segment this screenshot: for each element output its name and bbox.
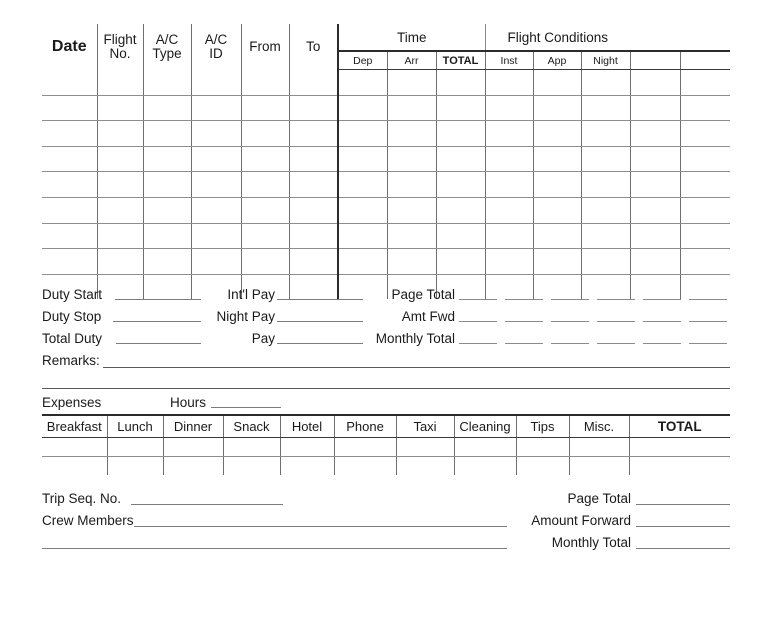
total-entry-blank[interactable] bbox=[597, 343, 635, 344]
flight-entry-cell[interactable] bbox=[680, 121, 730, 147]
expense-entry-cell[interactable] bbox=[334, 457, 396, 476]
subcol-header-arr-label: Arr bbox=[404, 54, 419, 67]
expense-entry-cell[interactable] bbox=[42, 457, 107, 476]
expense-col-header-label: Lunch bbox=[117, 419, 153, 434]
expenses-body bbox=[42, 438, 730, 476]
expenses-header-row bbox=[42, 415, 730, 438]
flight-entry-cell[interactable] bbox=[241, 70, 289, 96]
total-entry-blank[interactable] bbox=[643, 321, 681, 322]
flight-entry-cell[interactable] bbox=[680, 223, 730, 249]
trip-seq-no-input[interactable] bbox=[131, 504, 283, 505]
flight-entry-row[interactable] bbox=[42, 121, 730, 147]
flight-entry-cell[interactable] bbox=[630, 95, 680, 121]
flight-entry-row[interactable] bbox=[42, 70, 730, 96]
monthly-total-label: Monthly Total bbox=[375, 331, 455, 346]
total-entry-blank[interactable] bbox=[551, 321, 589, 322]
total-entry-blank[interactable] bbox=[459, 343, 497, 344]
subcol-header-app bbox=[533, 51, 581, 70]
flight-entry-cell[interactable] bbox=[191, 223, 241, 249]
flight-entry-cell[interactable] bbox=[680, 197, 730, 223]
flight-entry-cell[interactable] bbox=[533, 172, 581, 198]
expense-entry-row[interactable] bbox=[42, 438, 730, 457]
expense-entry-row[interactable] bbox=[42, 457, 730, 476]
col-header-flight-no-line1: Flight bbox=[103, 31, 137, 47]
footer-amount-forward-label: Amount Forward bbox=[531, 513, 631, 528]
flight-entry-cell[interactable] bbox=[42, 172, 97, 198]
flight-entry-cell[interactable] bbox=[338, 223, 387, 249]
flight-entry-cell[interactable] bbox=[338, 146, 387, 172]
expense-entry-cell[interactable] bbox=[569, 438, 629, 457]
flight-entry-cell[interactable] bbox=[581, 249, 630, 275]
expense-entry-cell[interactable] bbox=[107, 457, 163, 476]
flight-entry-cell[interactable] bbox=[485, 223, 533, 249]
flight-entry-cell[interactable] bbox=[387, 121, 436, 147]
hours-input[interactable] bbox=[211, 407, 281, 408]
flight-entry-cell[interactable] bbox=[436, 121, 485, 147]
flight-entry-cell[interactable] bbox=[289, 146, 338, 172]
expense-entry-cell[interactable] bbox=[163, 438, 223, 457]
pay-label: Pay bbox=[251, 331, 275, 346]
flight-entry-cell[interactable] bbox=[338, 121, 387, 147]
flight-entry-cell[interactable] bbox=[387, 197, 436, 223]
expense-col-header-label: Tips bbox=[530, 419, 555, 434]
flight-entry-cell[interactable] bbox=[630, 121, 680, 147]
expense-col-header-label: Cleaning bbox=[459, 419, 511, 434]
flight-entry-cell[interactable] bbox=[42, 197, 97, 223]
flight-entry-cell[interactable] bbox=[97, 95, 143, 121]
duty-start-label: Duty Start bbox=[42, 287, 103, 302]
trip-seq-no-label: Trip Seq. No. bbox=[42, 491, 122, 506]
flight-entry-cell[interactable] bbox=[533, 121, 581, 147]
flight-entry-cell[interactable] bbox=[436, 95, 485, 121]
expense-entry-cell[interactable] bbox=[163, 457, 223, 476]
col-header-date bbox=[42, 24, 97, 70]
remarks-input-line-2[interactable] bbox=[42, 388, 730, 389]
crew-members-label: Crew Members bbox=[42, 513, 134, 528]
flight-entry-cell[interactable] bbox=[533, 146, 581, 172]
flight-entry-cell[interactable] bbox=[143, 223, 191, 249]
expense-col-header-snack bbox=[223, 415, 280, 438]
flight-entry-cell[interactable] bbox=[436, 70, 485, 96]
flight-entry-cell[interactable] bbox=[581, 223, 630, 249]
footer-monthly-total-input[interactable] bbox=[636, 548, 730, 549]
flight-entry-cell[interactable] bbox=[387, 249, 436, 275]
col-header-ac-id bbox=[191, 24, 241, 70]
flight-entry-cell[interactable] bbox=[289, 274, 338, 299]
group-header-flight-conditions-label: Flight Conditions bbox=[507, 29, 609, 45]
flight-entry-cell[interactable] bbox=[191, 70, 241, 96]
flight-entry-cell[interactable] bbox=[191, 146, 241, 172]
flight-entry-cell[interactable] bbox=[241, 197, 289, 223]
flight-entry-cell[interactable] bbox=[630, 274, 680, 299]
flight-entry-cell[interactable] bbox=[143, 95, 191, 121]
expense-col-header-lunch bbox=[107, 415, 163, 438]
page-total-label: Page Total bbox=[391, 287, 455, 302]
col-header-ac-id-line2: ID bbox=[209, 45, 223, 61]
expense-entry-cell[interactable] bbox=[334, 438, 396, 457]
flight-entry-cell[interactable] bbox=[241, 121, 289, 147]
expenses-grid bbox=[42, 414, 730, 475]
footer-page-total-input[interactable] bbox=[636, 504, 730, 505]
flight-entry-cell[interactable] bbox=[241, 223, 289, 249]
flight-grid-body bbox=[42, 70, 730, 300]
flight-entry-cell[interactable] bbox=[338, 95, 387, 121]
subcol-header-blank-2 bbox=[680, 51, 730, 70]
col-header-ac-type-line1: A/C bbox=[155, 31, 179, 47]
subcol-header-inst-label: Inst bbox=[500, 54, 518, 67]
flight-entry-cell[interactable] bbox=[42, 121, 97, 147]
duty-stop-label: Duty Stop bbox=[42, 309, 102, 324]
flight-entry-cell[interactable] bbox=[581, 146, 630, 172]
flight-entry-cell[interactable] bbox=[485, 146, 533, 172]
flight-entry-cell[interactable] bbox=[338, 197, 387, 223]
expense-entry-cell[interactable] bbox=[454, 438, 516, 457]
flight-entry-cell[interactable] bbox=[387, 70, 436, 96]
col-header-ac-type bbox=[143, 24, 191, 70]
flight-entry-cell[interactable] bbox=[241, 146, 289, 172]
expense-col-header-tips bbox=[516, 415, 569, 438]
flight-entry-cell[interactable] bbox=[436, 172, 485, 198]
flight-entry-cell[interactable] bbox=[533, 274, 581, 299]
flight-entry-row[interactable] bbox=[42, 172, 730, 198]
flight-entry-cell[interactable] bbox=[143, 249, 191, 275]
footer-amount-forward-input[interactable] bbox=[636, 526, 730, 527]
expense-entry-cell[interactable] bbox=[223, 438, 280, 457]
amt-fwd-label: Amt Fwd bbox=[401, 309, 455, 324]
flight-entry-cell[interactable] bbox=[387, 172, 436, 198]
total-entry-blank[interactable] bbox=[505, 321, 543, 322]
subcol-header-time-total-label: TOTAL bbox=[442, 54, 479, 67]
total-entry-blank[interactable] bbox=[689, 343, 727, 344]
flight-entry-cell[interactable] bbox=[241, 249, 289, 275]
flight-entry-cell[interactable] bbox=[289, 223, 338, 249]
expense-entry-cell[interactable] bbox=[629, 457, 730, 476]
col-header-flight-no-line2: No. bbox=[109, 45, 131, 61]
expense-col-header-label: Breakfast bbox=[46, 419, 102, 434]
flight-entry-cell[interactable] bbox=[630, 172, 680, 198]
footer-monthly-total-label: Monthly Total bbox=[551, 535, 631, 550]
expense-col-header-label: Misc. bbox=[583, 419, 615, 434]
total-entry-blank[interactable] bbox=[689, 321, 727, 322]
flight-entry-cell[interactable] bbox=[436, 223, 485, 249]
flight-entry-cell[interactable] bbox=[533, 223, 581, 249]
total-entry-blank[interactable] bbox=[459, 299, 497, 300]
flight-entry-cell[interactable] bbox=[42, 70, 97, 96]
expenses-section-label: Expenses bbox=[42, 395, 102, 410]
flight-entry-cell[interactable] bbox=[143, 172, 191, 198]
col-header-from bbox=[241, 24, 289, 70]
col-header-ac-type-line2: Type bbox=[152, 45, 182, 61]
flight-entry-cell[interactable] bbox=[485, 70, 533, 96]
total-entry-blank[interactable] bbox=[505, 299, 543, 300]
group-header-time bbox=[338, 24, 485, 51]
crew-members-input-line-2[interactable] bbox=[42, 548, 507, 549]
subcol-header-night bbox=[581, 51, 630, 70]
remarks-label: Remarks: bbox=[42, 353, 100, 368]
flight-entry-row[interactable] bbox=[42, 223, 730, 249]
total-duty-label: Total Duty bbox=[42, 331, 103, 346]
flight-log-table bbox=[42, 24, 730, 299]
flight-entry-row[interactable] bbox=[42, 146, 730, 172]
total-entry-blank[interactable] bbox=[551, 343, 589, 344]
flight-entry-cell[interactable] bbox=[485, 249, 533, 275]
crew-members-input-line-1[interactable] bbox=[134, 526, 507, 527]
expense-entry-cell[interactable] bbox=[280, 438, 334, 457]
flight-entry-cell[interactable] bbox=[338, 70, 387, 96]
flight-grid bbox=[42, 24, 730, 299]
flight-entry-cell[interactable] bbox=[680, 70, 730, 96]
flight-entry-cell[interactable] bbox=[289, 121, 338, 147]
group-header-unlabeled bbox=[630, 24, 730, 51]
expense-col-header-breakfast bbox=[42, 415, 107, 438]
flight-entry-cell[interactable] bbox=[630, 223, 680, 249]
flight-entry-cell[interactable] bbox=[42, 223, 97, 249]
flight-entry-cell[interactable] bbox=[630, 70, 680, 96]
flight-entry-cell[interactable] bbox=[387, 146, 436, 172]
total-entry-blank[interactable] bbox=[597, 299, 635, 300]
col-header-ac-id-line1: A/C bbox=[204, 31, 228, 47]
footer-page-total-label: Page Total bbox=[567, 491, 631, 506]
total-entry-blank[interactable] bbox=[551, 299, 589, 300]
expense-col-header-taxi bbox=[396, 415, 454, 438]
flight-entry-cell[interactable] bbox=[436, 249, 485, 275]
expense-col-header-label: Hotel bbox=[291, 419, 323, 434]
expense-entry-cell[interactable] bbox=[569, 457, 629, 476]
flight-entry-cell[interactable] bbox=[533, 197, 581, 223]
flight-entry-cell[interactable] bbox=[289, 249, 338, 275]
night-pay-label: Night Pay bbox=[216, 309, 275, 324]
expense-entry-cell[interactable] bbox=[280, 457, 334, 476]
flight-entry-cell[interactable] bbox=[387, 223, 436, 249]
flight-entry-cell[interactable] bbox=[191, 197, 241, 223]
expense-entry-cell[interactable] bbox=[454, 457, 516, 476]
flight-entry-cell[interactable] bbox=[97, 197, 143, 223]
total-entry-blank[interactable] bbox=[597, 321, 635, 322]
expense-col-header-misc bbox=[569, 415, 629, 438]
subcol-header-night-label: Night bbox=[593, 54, 618, 67]
expense-entry-cell[interactable] bbox=[223, 457, 280, 476]
flight-entry-row[interactable] bbox=[42, 95, 730, 121]
col-header-from-label: From bbox=[249, 38, 281, 54]
expense-col-header-label: TOTAL bbox=[657, 419, 702, 434]
expenses-table bbox=[42, 414, 730, 475]
expense-col-header-label: Dinner bbox=[173, 419, 213, 434]
flight-entry-cell[interactable] bbox=[581, 70, 630, 96]
col-header-to bbox=[289, 24, 338, 70]
total-entry-blank[interactable] bbox=[459, 321, 497, 322]
flight-entry-cell[interactable] bbox=[680, 249, 730, 275]
flight-entry-row[interactable] bbox=[42, 197, 730, 223]
total-entry-blank[interactable] bbox=[505, 343, 543, 344]
flight-entry-cell[interactable] bbox=[680, 95, 730, 121]
flight-entry-cell[interactable] bbox=[191, 121, 241, 147]
subcol-header-inst bbox=[485, 51, 533, 70]
flight-entry-cell[interactable] bbox=[191, 172, 241, 198]
flight-entry-cell[interactable] bbox=[680, 172, 730, 198]
subcol-header-dep bbox=[338, 51, 387, 70]
total-entry-blank[interactable] bbox=[689, 299, 727, 300]
total-entry-blank[interactable] bbox=[643, 299, 681, 300]
flight-entry-cell[interactable] bbox=[338, 172, 387, 198]
flight-entry-cell[interactable] bbox=[533, 70, 581, 96]
subcol-header-app-label: App bbox=[547, 54, 567, 67]
flight-entry-cell[interactable] bbox=[581, 197, 630, 223]
expense-col-header-dinner bbox=[163, 415, 223, 438]
flight-entry-cell[interactable] bbox=[97, 223, 143, 249]
flight-entry-cell[interactable] bbox=[630, 197, 680, 223]
expense-entry-cell[interactable] bbox=[516, 457, 569, 476]
flight-entry-cell[interactable] bbox=[581, 172, 630, 198]
flight-entry-cell[interactable] bbox=[289, 70, 338, 96]
total-entry-blank[interactable] bbox=[643, 343, 681, 344]
expense-col-header-hotel bbox=[280, 415, 334, 438]
group-header-flight-conditions bbox=[485, 24, 630, 51]
remarks-input-line-1[interactable] bbox=[103, 367, 730, 368]
flight-entry-cell[interactable] bbox=[485, 274, 533, 299]
flight-entry-cell[interactable] bbox=[97, 249, 143, 275]
intl-pay-label: Int'l Pay bbox=[227, 287, 275, 302]
group-header-time-label: Time bbox=[397, 29, 427, 45]
subcol-header-dep-label: Dep bbox=[353, 54, 373, 67]
expense-entry-cell[interactable] bbox=[42, 438, 107, 457]
flight-entry-cell[interactable] bbox=[485, 172, 533, 198]
flight-entry-cell[interactable] bbox=[42, 146, 97, 172]
subcol-header-blank-1 bbox=[630, 51, 680, 70]
expense-entry-cell[interactable] bbox=[396, 457, 454, 476]
flight-entry-cell[interactable] bbox=[97, 172, 143, 198]
expense-col-header-label: Taxi bbox=[413, 419, 437, 434]
flight-entry-cell[interactable] bbox=[436, 146, 485, 172]
expense-col-header-cleaning bbox=[454, 415, 516, 438]
flight-entry-cell[interactable] bbox=[191, 249, 241, 275]
flight-entry-cell[interactable] bbox=[485, 121, 533, 147]
grid-group-header-row bbox=[42, 24, 730, 51]
expense-entry-cell[interactable] bbox=[396, 438, 454, 457]
flight-entry-cell[interactable] bbox=[97, 70, 143, 96]
flight-entry-cell[interactable] bbox=[387, 95, 436, 121]
flight-entry-cell[interactable] bbox=[97, 146, 143, 172]
flight-entry-cell[interactable] bbox=[143, 121, 191, 147]
hours-label: Hours bbox=[170, 395, 207, 410]
flight-entry-cell[interactable] bbox=[630, 146, 680, 172]
flight-entry-cell[interactable] bbox=[191, 95, 241, 121]
expense-col-header-label: Snack bbox=[233, 419, 270, 434]
subcol-header-arr bbox=[387, 51, 436, 70]
flight-entry-cell[interactable] bbox=[143, 197, 191, 223]
flight-entry-cell[interactable] bbox=[42, 95, 97, 121]
flight-entry-cell[interactable] bbox=[289, 95, 338, 121]
flight-entry-cell[interactable] bbox=[42, 249, 97, 275]
flight-entry-cell[interactable] bbox=[581, 274, 630, 299]
flight-entry-cell[interactable] bbox=[143, 70, 191, 96]
flight-entry-row[interactable] bbox=[42, 249, 730, 275]
expense-col-header-total bbox=[629, 415, 730, 438]
flight-entry-cell[interactable] bbox=[533, 95, 581, 121]
expense-col-header-phone bbox=[334, 415, 396, 438]
flight-entry-cell[interactable] bbox=[485, 95, 533, 121]
flight-entry-cell[interactable] bbox=[680, 274, 730, 299]
flight-entry-cell[interactable] bbox=[533, 249, 581, 275]
expense-entry-cell[interactable] bbox=[516, 438, 569, 457]
expense-entry-cell[interactable] bbox=[629, 438, 730, 457]
col-header-flight-no bbox=[97, 24, 143, 70]
expense-col-header-label: Phone bbox=[346, 419, 384, 434]
flight-entry-cell[interactable] bbox=[289, 197, 338, 223]
flight-entry-cell[interactable] bbox=[97, 121, 143, 147]
flight-entry-cell[interactable] bbox=[436, 197, 485, 223]
flight-entry-cell[interactable] bbox=[143, 146, 191, 172]
flight-entry-cell[interactable] bbox=[241, 172, 289, 198]
flight-entry-cell[interactable] bbox=[581, 121, 630, 147]
flight-entry-cell[interactable] bbox=[289, 172, 338, 198]
flight-entry-cell[interactable] bbox=[338, 249, 387, 275]
flight-entry-cell[interactable] bbox=[581, 95, 630, 121]
expense-entry-cell[interactable] bbox=[107, 438, 163, 457]
flight-entry-cell[interactable] bbox=[630, 249, 680, 275]
col-header-date-label: Date bbox=[51, 37, 87, 55]
flight-entry-cell[interactable] bbox=[680, 146, 730, 172]
flight-entry-cell[interactable] bbox=[241, 95, 289, 121]
subcol-header-time-total bbox=[436, 51, 485, 70]
flight-entry-cell[interactable] bbox=[97, 274, 143, 299]
flight-entry-cell[interactable] bbox=[485, 197, 533, 223]
col-header-to-label: To bbox=[306, 38, 321, 54]
